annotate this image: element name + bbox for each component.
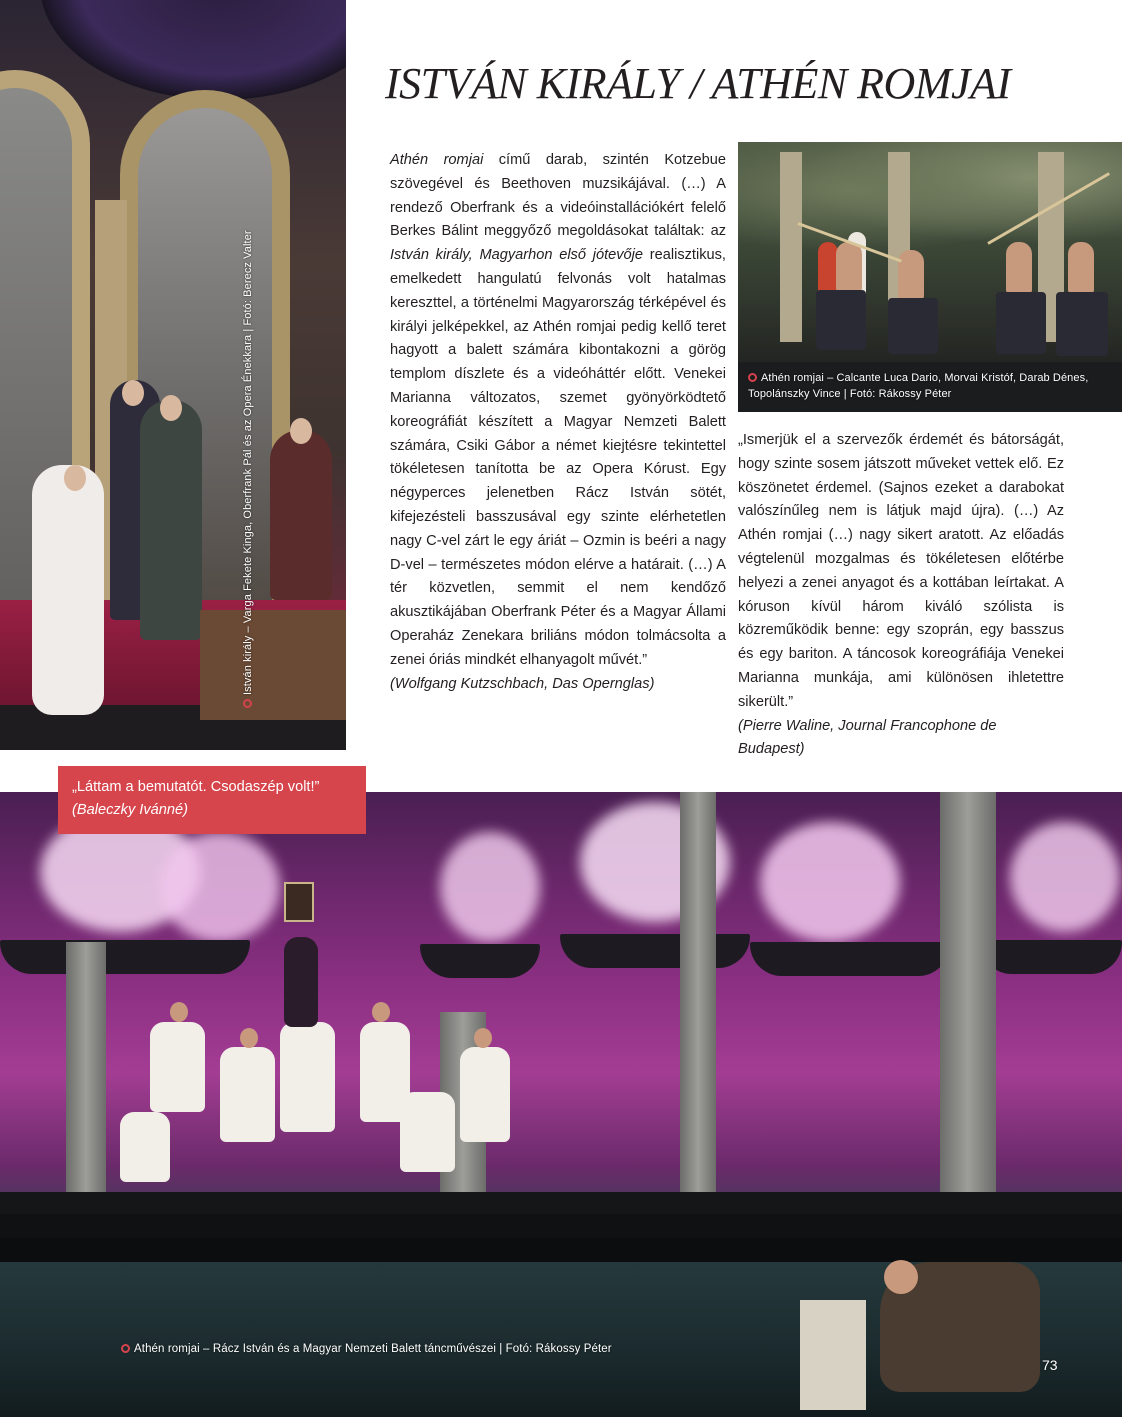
article-source: (Pierre Waline, Journal Francophone de Budapest) bbox=[738, 717, 997, 758]
dancer bbox=[1068, 242, 1094, 294]
reader-quote-box bbox=[58, 766, 366, 834]
article-column-right bbox=[738, 429, 1064, 762]
dancer-head bbox=[240, 1028, 258, 1048]
performer bbox=[140, 400, 202, 640]
dancer bbox=[220, 1047, 275, 1142]
stage-step bbox=[0, 1238, 1122, 1262]
dancer-pants bbox=[1056, 292, 1108, 356]
article-source: (Wolfgang Kutzschbach, Das Opernglas) bbox=[390, 675, 655, 692]
brazier bbox=[420, 944, 540, 978]
brazier bbox=[750, 942, 950, 976]
dancer-head bbox=[372, 1002, 390, 1022]
article-text: című darab, szintén Kotzebue szövegével és Beethoven muzsikájával. (…) A rendező Oberfrank és a videóinstallációkért felelő Berkes Bálint meggyőző megoldásokat találtak: az bbox=[390, 152, 726, 240]
main-photo-caption-text: Athén romjai – Rácz István és a Magyar Nemzeti Balett táncművészei | Fotó: Rákossy Péter bbox=[134, 1343, 612, 1355]
photo-athen-romjai-dancers bbox=[738, 142, 1122, 412]
dancer bbox=[400, 1092, 455, 1172]
dancer-pants bbox=[816, 290, 866, 350]
dancer bbox=[120, 1112, 170, 1182]
dancer bbox=[1006, 242, 1032, 294]
flame-projection bbox=[760, 822, 900, 942]
pillar bbox=[940, 792, 996, 1212]
stage-step bbox=[0, 1214, 1122, 1238]
dancer bbox=[836, 242, 862, 292]
photo-caption-text: Athén romjai – Calcante Luca Dario, Morvai Kristóf, Darab Dénes, Topolánszky Vince | Fotó: Rákossy Péter bbox=[748, 372, 1089, 400]
brazier bbox=[0, 940, 250, 974]
caption-dot-icon bbox=[243, 699, 252, 708]
caption-dot-icon bbox=[748, 373, 757, 382]
performer-head bbox=[122, 380, 144, 406]
caption-dot-icon bbox=[121, 1344, 130, 1353]
reader-quote: „Láttam a bemutatót. Csodaszép volt!” bbox=[72, 779, 320, 795]
stage-step bbox=[0, 1192, 1122, 1214]
article-italic-title: István király, Magyarhon első jótevője bbox=[390, 247, 644, 264]
singer-head bbox=[884, 1260, 918, 1294]
brazier bbox=[560, 934, 750, 968]
performer bbox=[270, 430, 332, 600]
dancer bbox=[460, 1047, 510, 1142]
article-column-left bbox=[390, 149, 726, 696]
performer-head bbox=[290, 418, 312, 444]
main-photo-caption bbox=[121, 1343, 612, 1355]
photo-athen-romjai-stage bbox=[0, 792, 1122, 1417]
flame-projection bbox=[160, 832, 280, 942]
dancer-pants bbox=[996, 292, 1046, 354]
raised-book bbox=[284, 882, 314, 922]
reader-quote-author: (Baleczky Ivánné) bbox=[72, 802, 188, 818]
flame-projection bbox=[440, 832, 540, 942]
dancer-pants bbox=[888, 298, 938, 354]
dancer bbox=[280, 1022, 335, 1132]
article-lead-italic: Athén romjai bbox=[390, 152, 484, 168]
angel-figure bbox=[32, 465, 104, 715]
photo-caption bbox=[748, 370, 1118, 402]
ruined-pillar bbox=[66, 942, 106, 1202]
performer-head bbox=[64, 465, 86, 491]
page-title: ISTVÁN KIRÁLY / ATHÉN ROMJAI bbox=[385, 59, 1011, 108]
dancer-head bbox=[474, 1028, 492, 1048]
page-number: 73 bbox=[1042, 1357, 1058, 1373]
dancer-head bbox=[170, 1002, 188, 1022]
photo-credit-text: István király – Varga Fekete Kinga, Oberfrank Pál és az Opera Énekkara | Fotó: Berecz Valter bbox=[242, 230, 254, 695]
rose-window bbox=[40, 0, 346, 100]
photo-credit-vertical bbox=[242, 230, 254, 708]
stone-block bbox=[800, 1300, 866, 1410]
column bbox=[780, 152, 802, 342]
photo-istvan-kiraly bbox=[0, 0, 346, 750]
dancer bbox=[898, 250, 924, 300]
article-text: realisztikus, emelkedett hangulatú felvonás volt hatalmas kereszttel, a történelmi Magyarország térképével és királyi jelképekkel, az Athén romjai pedig kellő teret hagyott a balett számára kibontakozni a görög templom díszlete és a videóháttér előtt. Venekei Marianna változatos, szemet gyönyörködtető koreográfiát készített a Magyar Nemzeti Balett számára, Csiki Gábor a német kiejtésre tekintettel tökéletesen tanította be az Opera Kórust. Egy négyperces jelenetben Rácz István sötét, kifejezésteli basszusával egy szinte elérhetetlen nagy C-vel zárt le egy áriát – Ozmin is beéri a nagy D-vel – természetes módon elérve a határait. (…) A tér közvetlen, semmit el nem kendőző akusztikájában Oberfrank Péter és a Magyar Állami Operaház Zenekara briliáns módon tolmácsolta a zenei óriás mindkét elhanyagolt művét.” bbox=[390, 247, 726, 668]
article-text: „Ismerjük el a szervezők érdemét és bátorságát, hogy szinte sosem játszott műveket vettek elő. Ez köszönetet érdemel. (Sajnos ezeket a darabokat valószínűleg nem is látjuk majd újra). (…) Az Athén romjai (…) nagy sikert aratott. Az előadás végtelenül mozgalmas és tökéletesen előtérbe helyezi a zenei anyagot és a kottában leírtakat. A kóruson kívül három kiváló szólista is közreműködik benne: egy szoprán, egy basszus és egy bariton. A táncosok koreográfiája Venekei Marianna munkája, ami különösen ihletettre sikerült.” bbox=[738, 432, 1064, 710]
ballerina bbox=[284, 937, 318, 1027]
performer-head bbox=[160, 395, 182, 421]
lectern bbox=[200, 610, 346, 720]
pillar bbox=[680, 792, 716, 1212]
brazier bbox=[980, 940, 1122, 974]
flame-projection bbox=[1010, 822, 1120, 932]
dancer bbox=[150, 1022, 205, 1112]
